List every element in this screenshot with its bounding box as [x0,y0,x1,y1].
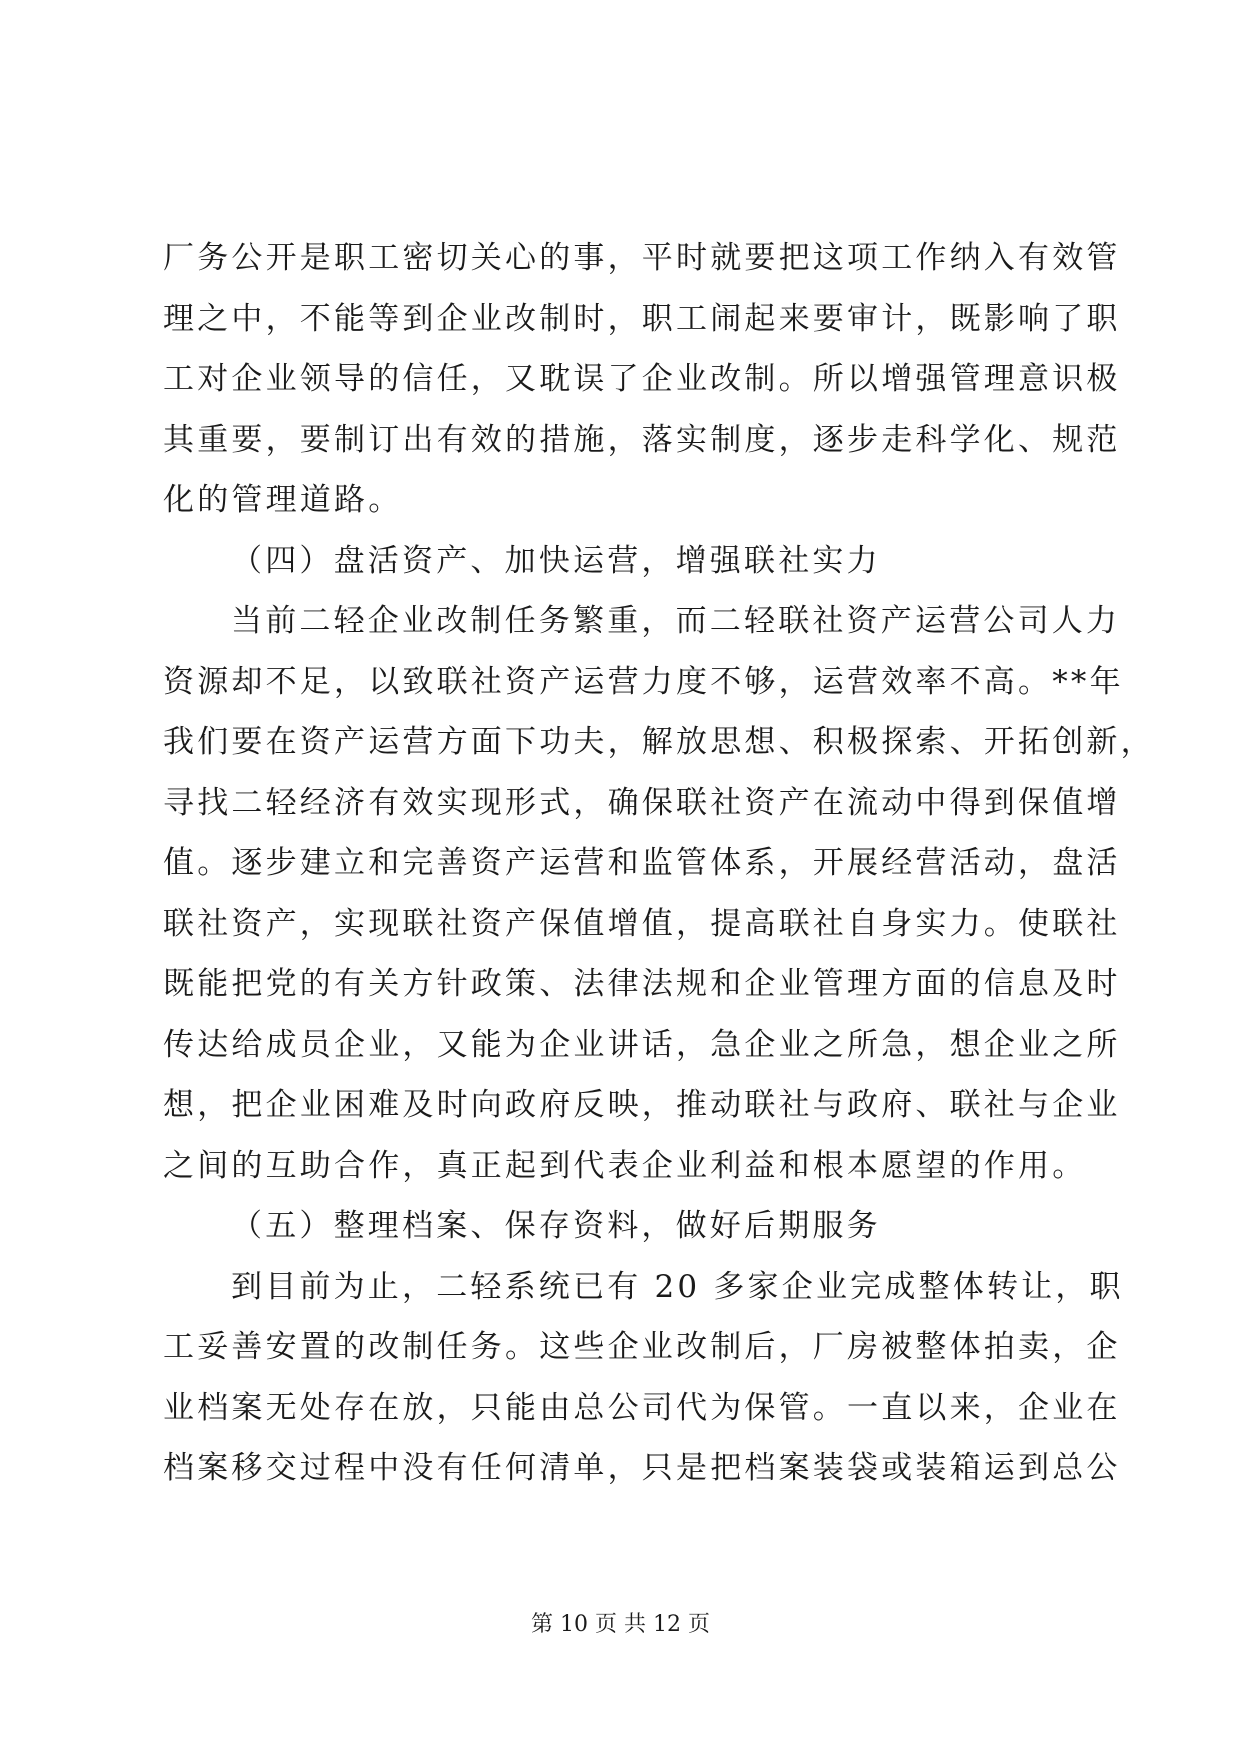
page-number-footer: 第 10 页 共 12 页 [531,1612,710,1637]
text-line: 理之中，不能等到企业改制时，职工闹起来要审计，既影响了职 [163,300,1121,337]
text-line: 业档案无处存在放，只能由总公司代为保管。一直以来，企业在 [163,1389,1121,1426]
text-line: 资源却不足，以致联社资产运营力度不够，运营效率不高。**年 [163,663,1124,700]
section-heading: （四）盘活资产、加快运营，增强联社实力 [231,542,881,579]
text-line: 厂务公开是职工密切关心的事，平时就要把这项工作纳入有效管 [163,240,1121,276]
text-line: 其重要，要制订出有效的措施，落实制度，逐步走科学化、规范 [163,421,1121,458]
text-line: 传达给成员企业，又能为企业讲话，急企业之所急，想企业之所 [163,1026,1121,1063]
section-heading: （五）整理档案、保存资料，做好后期服务 [231,1208,881,1244]
paragraph-first-line: 当前二轻企业改制任务繁重，而二轻联社资产运营公司人力 [231,603,1121,639]
text-line: 寻找二轻经济有效实现形式，确保联社资产在流动中得到保值增 [163,784,1121,821]
text-line: 联社资产，实现联社资产保值增值，提高联社自身实力。使联社 [163,905,1121,942]
text-line: 之间的互助合作，真正起到代表企业利益和根本愿望的作用。 [163,1147,1087,1184]
text-line: 工对企业领导的信任，又耽误了企业改制。所以增强管理意识极 [163,361,1121,397]
body-text [163,228,1155,1499]
text-line: 档案移交过程中没有任何清单，只是把档案装袋或装箱运到总公 [163,1450,1121,1486]
text-line: 值。逐步建立和完善资产运营和监管体系，开展经营活动，盘活 [163,845,1121,881]
text-line: 工妥善安置的改制任务。这些企业改制后，厂房被整体拍卖，企 [163,1329,1121,1365]
text-line: 既能把党的有关方针政策、法律法规和企业管理方面的信息及时 [163,966,1121,1002]
paragraph-first-line: 到目前为止，二轻系统已有 20 多家企业完成整体转让，职 [231,1268,1124,1305]
text-line: 我们要在资产运营方面下功夫，解放思想、积极探索、开拓创新， [163,724,1155,760]
text-line: 化的管理道路。 [163,482,403,518]
text-line: 想，把企业困难及时向政府反映，推动联社与政府、联社与企业 [163,1087,1121,1123]
